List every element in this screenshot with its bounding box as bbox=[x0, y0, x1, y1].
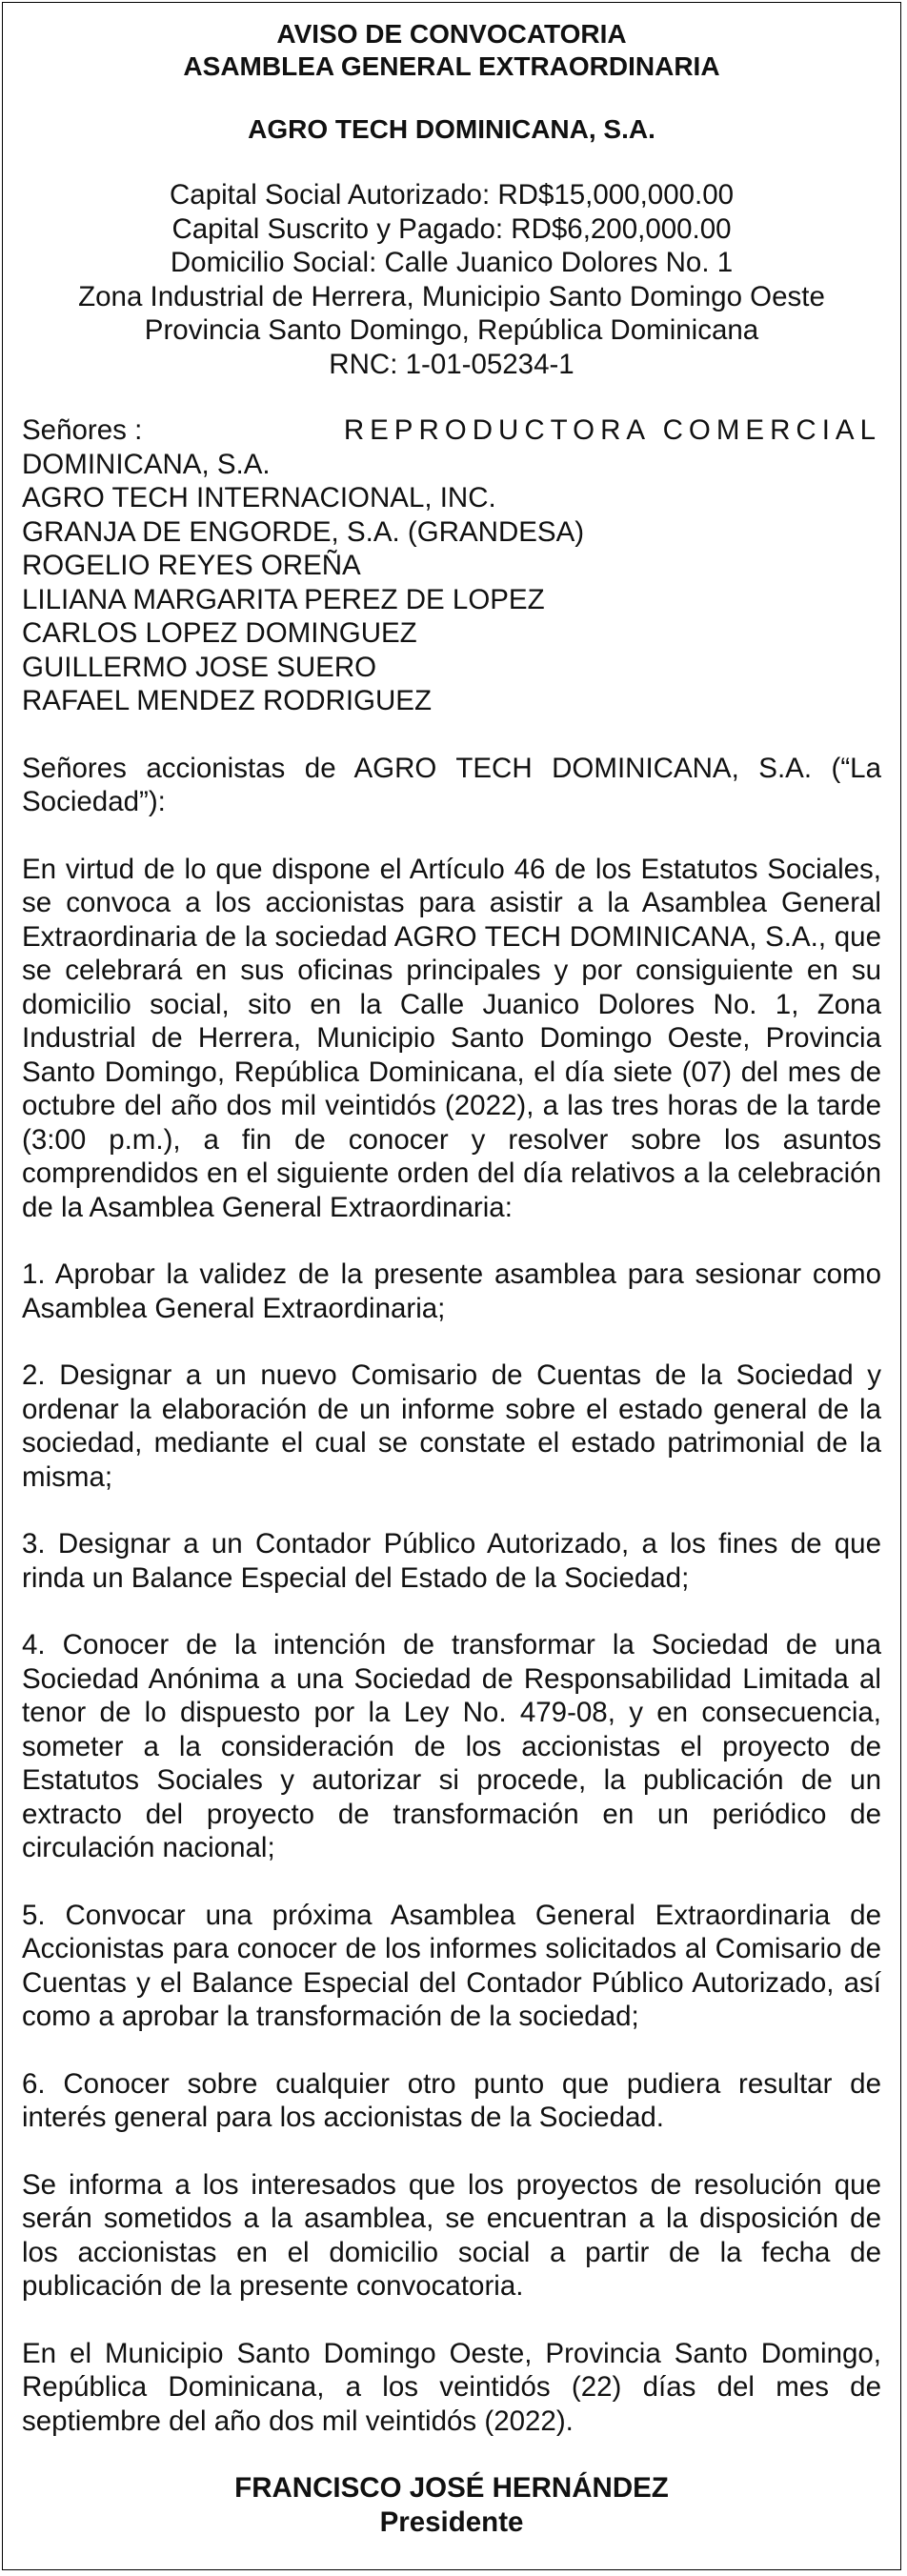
recipient-first-line bbox=[22, 413, 881, 448]
recipient-1: REPRODUCTORA COMERCIAL bbox=[343, 414, 881, 446]
company-info bbox=[22, 178, 881, 381]
authorized-capital: Capital Social Autorizado: RD$15,000,000.00 bbox=[169, 179, 735, 211]
signature-block bbox=[22, 2471, 881, 2539]
greeting: Señores accionistas de AGRO TECH DOMINICANA, S.A. (“La Sociedad”): bbox=[22, 752, 881, 817]
agenda-item-6: 6. Conocer sobre cualquier otro punto que pudiera resultar de interés general para los accionistas de la Sociedad. bbox=[22, 2067, 881, 2133]
convocation-notice bbox=[2, 2, 901, 2570]
recipient-2: AGRO TECH INTERNACIONAL, INC. bbox=[22, 482, 496, 513]
agenda-item-2: 2. Designar a un nuevo Comisario de Cuentas de la Sociedad y ordenar la elaboración de un informe sobre el estado general de la sociedad, mediante el cual se constate el estado patrimonial de la misma; bbox=[22, 1359, 881, 1493]
title-line-2: ASAMBLEA GENERAL EXTRAORDINARIA bbox=[183, 51, 720, 81]
recipient-4: ROGELIO REYES OREÑA bbox=[22, 550, 361, 581]
agenda-item-3: 3. Designar a un Contador Público Autorizado, a los fines de que rinda un Balance Especial del Estado de la Sociedad; bbox=[22, 1528, 881, 1594]
company-name: AGRO TECH DOMINICANA, S.A. bbox=[248, 114, 655, 144]
signatory-name: FRANCISCO JOSÉ HERNÁNDEZ bbox=[234, 2472, 669, 2504]
recipients-label: Señores : bbox=[22, 414, 143, 446]
domicile-province: Provincia Santo Domingo, República Dominicana bbox=[144, 314, 759, 346]
rnc: RNC: 1-01-05234-1 bbox=[329, 348, 574, 380]
agenda-item-4: 4. Conocer de la intención de transformar la Sociedad de una Sociedad Anónima a una Sociedad de Responsabilidad Limitada al tenor de lo dispuesto por la Ley No. 479-08, y en consecuencia, someter a la consideración de los accionistas el proyecto de Estatutos Sociales y autorizar si procede, la publicación de un extracto del proyecto de transformación en un periódico de circulación nacional; bbox=[22, 1629, 881, 1863]
agenda-item-1: 1. Aprobar la validez de la presente asamblea para sesionar como Asamblea General Extraordinaria; bbox=[22, 1258, 881, 1324]
paid-capital: Capital Suscrito y Pagado: RD$6,200,000.00 bbox=[171, 212, 732, 245]
social-domicile: Domicilio Social: Calle Juanico Dolores No. 1 bbox=[170, 247, 734, 278]
intro-paragraph: En virtud de lo que dispone el Artículo 46 de los Estatutos Sociales, se convoca a los accionistas para asistir a la Asamblea General Extraordinaria de la sociedad AGRO TECH DOMINICANA, S.A., que se celebrará en sus oficinas principales y por consiguiente en su domicilio social, sito en la Calle Juanico Dolores No. 1, Zona Industrial de Herrera, Municipio Santo Domingo Oeste, Provincia Santo Domingo, República Dominicana, el día siete (07) del mes de octubre del año dos mil veintidós (2022), a las tres horas de la tarde (3:00 p.m.), a fin de conocer y resolver sobre los asuntos comprendidos en el siguiente orden del día relativos a la celebración de la Asamblea General Extraordinaria: bbox=[22, 853, 881, 1223]
recipient-1-cont: DOMINICANA, S.A. bbox=[22, 448, 271, 480]
recipient-7: GUILLERMO JOSE SUERO bbox=[22, 651, 377, 683]
closing-paragraph: En el Municipio Santo Domingo Oeste, Provincia Santo Domingo, República Dominicana, a los veintidós (22) días del mes de septiembre del año dos mil veintidós (2022). bbox=[22, 2337, 881, 2437]
recipient-3: GRANJA DE ENGORDE, S.A. (GRANDESA) bbox=[22, 515, 585, 548]
recipient-6: CARLOS LOPEZ DOMINGUEZ bbox=[22, 617, 417, 649]
recipient-5: LILIANA MARGARITA PEREZ DE LOPEZ bbox=[22, 583, 545, 615]
agenda-item-5: 5. Convocar una próxima Asamblea General Extraordinaria de Accionistas para conocer de los informes solicitados al Comisario de Cuentas y el Balance Especial del Contador Público Autorizado, así como a aprobar la transformación de la sociedad; bbox=[22, 1899, 881, 2032]
signatory-title: Presidente bbox=[379, 2506, 524, 2538]
title-line-1: AVISO DE CONVOCATORIA bbox=[276, 19, 627, 49]
recipient-8: RAFAEL MENDEZ RODRIGUEZ bbox=[22, 685, 432, 716]
notice-title bbox=[22, 18, 881, 83]
info-paragraph: Se informa a los interesados que los proyectos de resolución que serán sometidos a la asamblea, se encuentran a la disposición de los accionistas en el domicilio social a partir de la fecha de publicación de la presente convocatoria. bbox=[22, 2168, 881, 2302]
recipients-list bbox=[22, 413, 881, 718]
domicile-zone: Zona Industrial de Herrera, Municipio Santo Domingo Oeste bbox=[78, 280, 825, 312]
